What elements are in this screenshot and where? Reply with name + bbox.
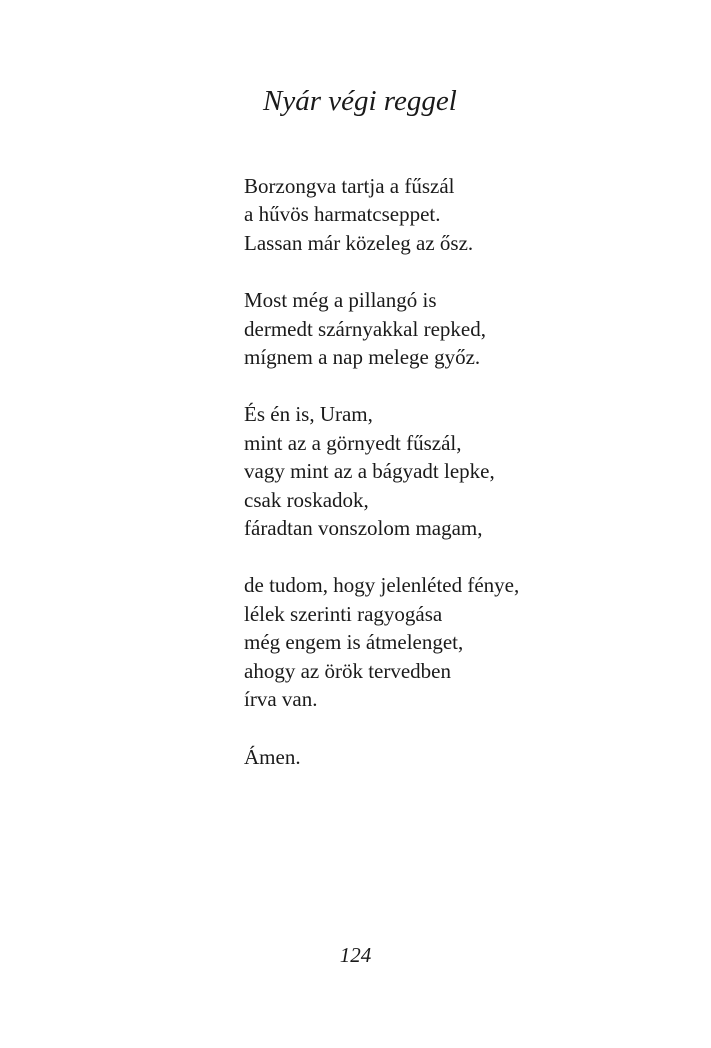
poem-line: És én is, Uram, — [244, 402, 373, 427]
stanza-3 — [244, 400, 684, 542]
poem-line: a hűvös harmatcseppet. — [244, 202, 441, 227]
poem-line: ahogy az örök tervedben — [244, 658, 451, 683]
stanza-1 — [244, 172, 684, 257]
poem-line: vagy mint az a bágyadt lepke, — [244, 459, 495, 484]
poem-line: még engem is átmelenget, — [244, 630, 464, 655]
poem-line: Ámen. — [244, 744, 301, 769]
stanza-4 — [244, 571, 684, 713]
poem-line: mint az a görnyedt fűszál, — [244, 430, 462, 455]
poem-line: csak roskadok, — [244, 487, 369, 512]
page-number: 124 — [339, 943, 372, 967]
poem-line: Borzongva tartja a fűszál — [244, 174, 455, 198]
poem-line: de tudom, hogy jelenléted fénye, — [244, 573, 520, 598]
poem-line: Lassan már közeleg az ősz. — [244, 230, 474, 255]
stanza-5 — [244, 743, 684, 771]
poem-line: lélek szerinti ragyogása — [244, 601, 443, 626]
poem-line: írva van. — [244, 687, 318, 712]
poem-line: Most még a pillangó is — [244, 288, 437, 313]
poem-line: mígnem a nap melege győz. — [244, 345, 481, 370]
poem-line: fáradtan vonszolom magam, — [244, 516, 483, 541]
poem-line: dermedt szárnyakkal repked, — [244, 316, 486, 341]
poem-body — [244, 172, 684, 800]
poem-title: Nyár végi reggel — [263, 85, 457, 117]
stanza-2 — [244, 286, 684, 371]
